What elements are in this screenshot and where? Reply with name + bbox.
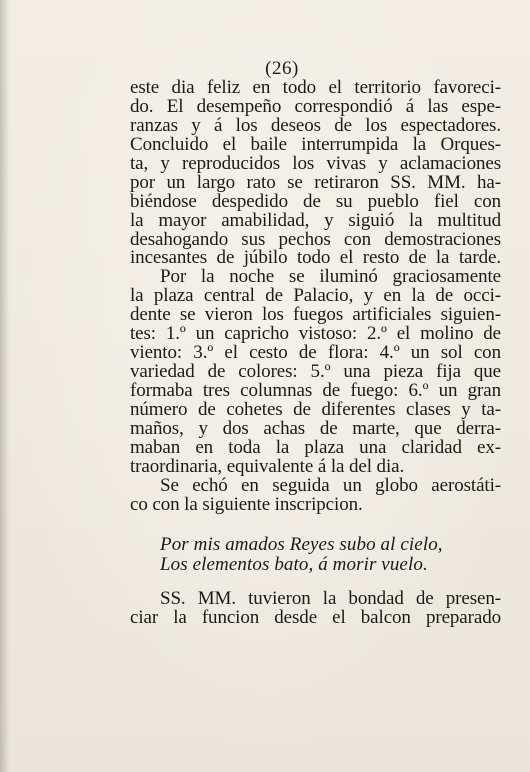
text-line: variedad de colores: 5.º una pieza fija que (130, 361, 501, 383)
text-line: co con la siguiente inscripcion. (130, 493, 363, 515)
text-line: biéndose despedido de su pueblo fiel con (130, 190, 501, 212)
text-line: viento: 3.º el cesto de flora: 4.º un sol con (130, 342, 501, 364)
text-line: número de cohetes de diferentes clases y ta- (130, 398, 501, 420)
text-line: Por la noche se iluminó graciosamente (160, 266, 501, 288)
paragraph-2 (130, 268, 501, 476)
paragraph-3 (130, 474, 501, 515)
text-line: por un largo rato se retiraron SS. MM. ha- (130, 171, 501, 193)
text-line: tes: 1.º un capricho vistoso: 2.º el molino de (130, 323, 501, 345)
text-line: ta, y reproducidos los vivas y aclamaciones (130, 152, 501, 174)
verse-line: Por mis amados Reyes subo al cielo, (160, 533, 443, 555)
text-line: incesantes de júbilo todo el resto de la tarde. (130, 247, 501, 269)
text-line: dente se vieron los fuegos artificiales siguien- (130, 304, 501, 326)
text-line: traordinaria, equivalente á la del dia. (130, 455, 405, 477)
paragraph-1 (130, 79, 501, 268)
verse-inscription (130, 535, 501, 575)
text-line: este dia feliz en todo el territorio favoreci- (130, 77, 501, 98)
text-line: do. El desempeño correspondió á las espe- (130, 95, 501, 117)
binding-shadow (0, 0, 10, 772)
text-line: la plaza central de Palacio, y en la de occi- (130, 285, 501, 307)
text-line: maban en toda la plaza una claridad ex- (130, 436, 501, 458)
paragraph-4 (130, 587, 501, 628)
text-line: Se echó en seguida un globo aerostáti- (160, 474, 501, 496)
text-line: ciar la funcion desde el balcon preparado (130, 606, 501, 628)
page-number: (26) (265, 58, 299, 79)
spacer (130, 515, 501, 535)
text-line: formaba tres columnas de fuego: 6.º un gran (130, 380, 501, 401)
page-body (130, 79, 501, 627)
text-line: SS. MM. tuvieron la bondad de presen- (160, 587, 501, 609)
verse-line: Los elementos bato, á morir vuelo. (160, 553, 428, 575)
text-line: Concluido el baile interrumpida la Orques- (130, 133, 501, 155)
text-line: desahogando sus pechos con demostraciones (130, 228, 501, 250)
text-line: ranzas y á los deseos de los espectadores. (130, 114, 501, 136)
text-line: maños, y dos achas de marte, que derra- (130, 417, 501, 439)
text-line: la mayor amabilidad, y siguió la multitud (130, 209, 501, 231)
